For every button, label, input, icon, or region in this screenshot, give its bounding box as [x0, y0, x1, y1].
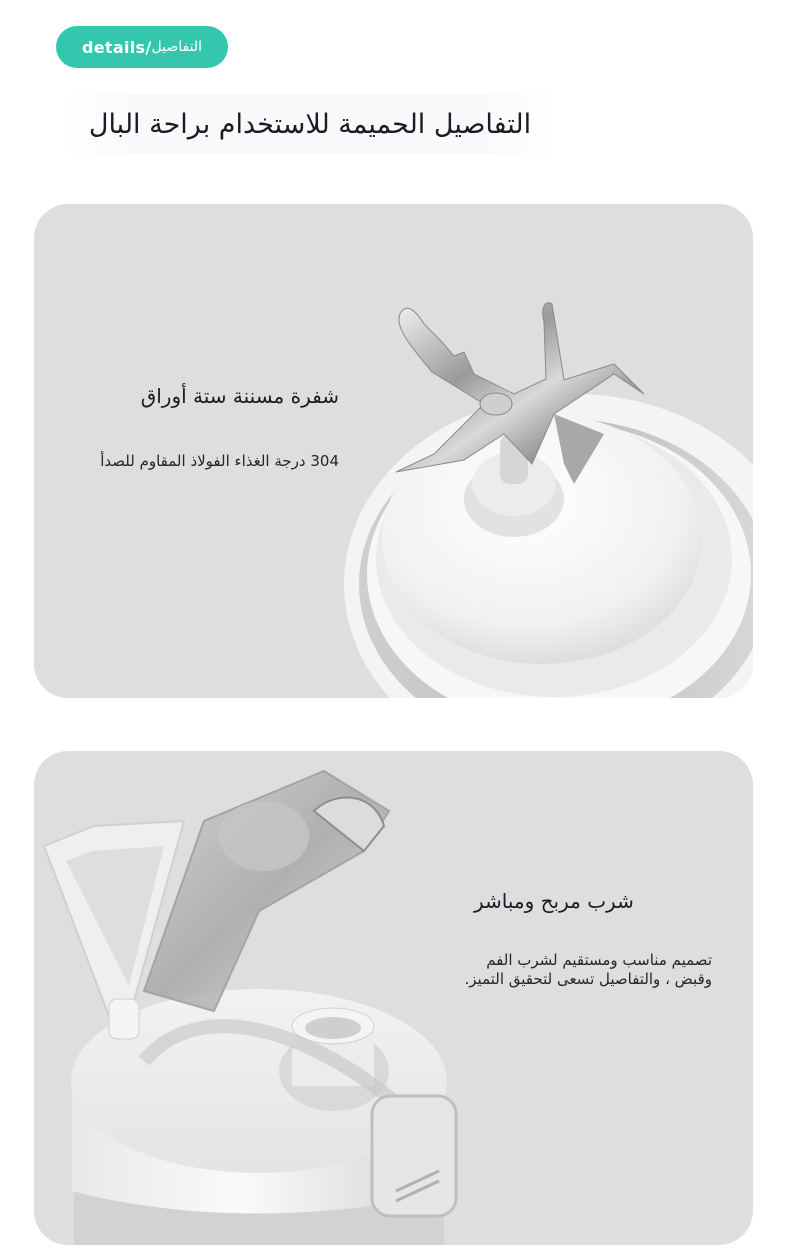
- feature-description: تصميم مناسب ومستقيم لشرب الفم وقبض ، والتفاصيل تسعى لتحقيق التميز.: [464, 951, 712, 988]
- feature-description: 304 درجة الغذاء الفولاذ المقاوم للصدأ: [100, 452, 339, 470]
- feature-title: شرب مربح ومباشر: [474, 889, 634, 913]
- feature-title: شفرة مسننة ستة أوراق: [140, 384, 339, 408]
- page-title: التفاصيل الحميمة للاستخدام براحة البال: [60, 94, 560, 154]
- details-badge-ar: التفاصيل: [151, 39, 202, 55]
- details-badge-en: details/: [82, 37, 152, 57]
- feature-card-blade: [34, 204, 753, 698]
- details-badge: [56, 26, 228, 68]
- blender-blade-icon: [314, 284, 753, 698]
- flip-lid-icon: [34, 751, 474, 1245]
- feature-card-lid: [34, 751, 753, 1245]
